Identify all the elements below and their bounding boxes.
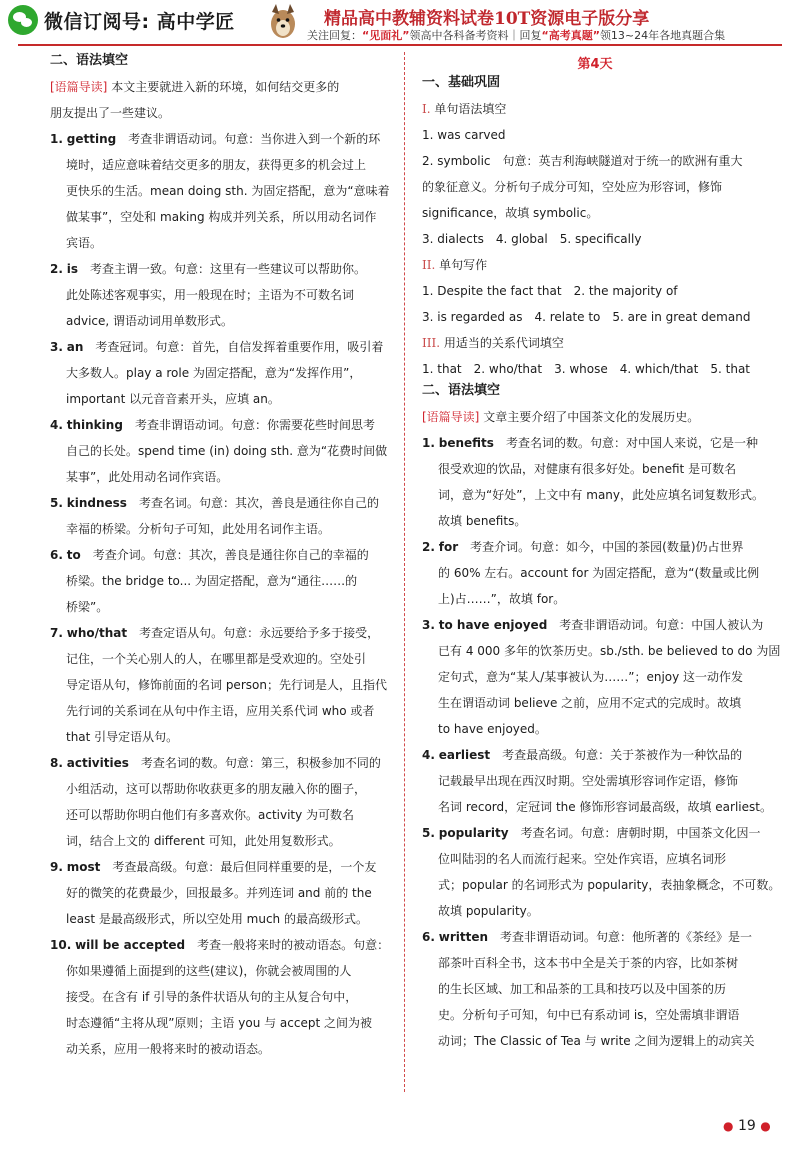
answer-line: 好的微笑的花费最少，回报最多。并列连词 and 前的 the	[66, 886, 372, 900]
explanation-text: 考查介词。句意：如今，中国的茶园(数量)仍占世界	[470, 540, 744, 554]
answer-keyword: activities	[66, 756, 129, 770]
page-header	[0, 0, 800, 46]
item-number: 3.	[422, 618, 435, 632]
answer-keyword: an	[66, 340, 84, 354]
answer-line	[50, 490, 392, 516]
answer-line: 境时，适应意味着结交更多的朋友，获得更多的机会过上	[66, 158, 367, 172]
ad-sub-text: 关注回复：	[307, 29, 362, 42]
answer-list	[50, 126, 392, 1062]
subsection-title	[422, 96, 768, 122]
item-number: 5.	[50, 496, 63, 510]
left-column	[50, 52, 392, 1062]
guide-text: 本文主要就进入新的环境，如何结交更多的	[111, 80, 340, 94]
answer-list	[422, 430, 781, 1054]
answer-line: 更快乐的生活。mean doing sth. 为固定搭配，意为“意味着	[66, 184, 390, 198]
answer-line	[50, 932, 392, 958]
answer-line	[50, 126, 392, 152]
answer-keyword: benefits	[438, 436, 494, 450]
answer-line: 1. Despite the fact that 2. the majority of	[422, 284, 678, 298]
subsection-text: 单句写作	[439, 258, 488, 272]
answer-line: least 是最高级形式，所以空处用 much 的最高级形式。	[66, 912, 368, 926]
page-dot-icon: ●	[723, 1119, 734, 1133]
answer-line: 式；popular 的名词形式为 popularity，表抽象概念，不可数。	[438, 878, 781, 892]
answer-item	[422, 612, 781, 742]
item-number: 9.	[50, 860, 63, 874]
answer-line: advice, 谓语动词用单数形式。	[66, 314, 234, 328]
answer-item	[50, 932, 392, 1062]
answer-line: 的 60% 左右。account for 为固定搭配，意为“(数量或比例	[438, 566, 760, 580]
answer-keyword: thinking	[66, 418, 123, 432]
answer-line	[422, 612, 768, 638]
section-title: 二、语法填空	[50, 53, 129, 68]
answer-keyword: to have enjoyed	[438, 618, 548, 632]
reading-guide	[50, 74, 392, 100]
answer-keyword: getting	[66, 132, 117, 146]
guide-text: 文章主要介绍了中国茶文化的发展历史。	[483, 410, 700, 424]
answer-line: 已有 4 000 多年的饮茶历史。sb./sth. be believed to do 为固	[438, 644, 781, 658]
answer-line	[422, 820, 768, 846]
roman-numeral: III.	[422, 336, 441, 350]
dog-mascot-icon	[266, 2, 300, 40]
answer-keyword: to	[66, 548, 81, 562]
guide-text: 朋友提出了一些建议。	[50, 106, 171, 120]
answer-line: 宾语。	[66, 236, 103, 250]
explanation-text: 考查介词。句意：其次，善良是通往你自己的幸福的	[92, 548, 369, 562]
answer-item	[50, 620, 392, 750]
answer-keyword: earliest	[438, 748, 491, 762]
explanation-text: 考查名词。句意：唐朝时期，中国茶文化因一	[520, 826, 761, 840]
answer-line	[50, 334, 392, 360]
item-number: 1.	[422, 436, 435, 450]
explanation-text: 考查非谓语动词。句意：当你进入到一个新的环	[128, 132, 381, 146]
answer-line: 某事”，此处用动名词作宾语。	[66, 470, 229, 484]
answer-item	[50, 412, 392, 490]
explanation-text: 考查定语从句。句意：永远要给予多于接受，	[139, 626, 380, 640]
item-number: 1.	[50, 132, 63, 146]
answer-line: 故填 benefits。	[438, 514, 527, 528]
answer-line: 小组活动，这可以帮助你收获更多的朋友融入你的圈子，	[66, 782, 367, 796]
answer-line: 很受欢迎的饮品，对健康有很多好处。benefit 是可数名	[438, 462, 737, 476]
page-number-text: 19	[737, 1118, 756, 1134]
answer-line: 史。分析句子可知，句中已有系动词 is，空处需填非谓语	[438, 1008, 740, 1022]
answer-line	[50, 750, 392, 776]
answer-line: 自己的长处。spend time (in) doing sth. 意为“花费时间做	[66, 444, 388, 458]
answer-line	[422, 742, 768, 768]
explanation-text: 考查最高级。句意：最后但同样重要的是，一个友	[112, 860, 377, 874]
answer-line: 时态遵循“主将从现”原则；主语 you 与 accept 之间为被	[66, 1016, 372, 1030]
answer-line	[50, 542, 392, 568]
answer-line	[50, 412, 392, 438]
answer-line: 记住，一个关心别人的人，在哪里都是受欢迎的。空处引	[66, 652, 367, 666]
answer-item	[422, 534, 768, 612]
answer-keyword: kindness	[66, 496, 127, 510]
page-number	[723, 1118, 771, 1134]
answer-line: 1. that 2. who/that 3. whose 4. which/that 5. that	[422, 362, 750, 376]
answer-item	[50, 490, 392, 542]
answer-line: 1. was carved	[422, 128, 506, 142]
answer-line: 词，意为“好处”，上文中有 many，此处应填名词复数形式。	[438, 488, 765, 502]
header-rule	[18, 44, 782, 46]
answer-keyword: who/that	[66, 626, 128, 640]
answer-line: important 以元音音素开头，应填 an。	[66, 392, 280, 406]
item-number: 4.	[422, 748, 435, 762]
answer-line: 做某事”，空处和 making 构成并列关系，所以用动名词作	[66, 210, 377, 224]
answer-line	[50, 854, 392, 880]
answer-line: 3. dialects 4. global 5. specifically	[422, 232, 642, 246]
ad-sub-text: 领高中各科备考资料｜回复	[409, 29, 542, 42]
answer-line: 词，结合上文的 different 可知，此处用复数形式。	[66, 834, 341, 848]
answer-line: 部茶叶百科全书，这本书中全是关于茶的内容，比如茶树	[438, 956, 739, 970]
answer-line: 位叫陆羽的名人而流行起来。空处作宾语，应填名词形	[438, 852, 727, 866]
answer-line: 记载最早出现在西汉时期。空处需填形容词作定语，修饰	[438, 774, 739, 788]
explanation-text: 考查一般将来时的被动语态。句意：	[197, 938, 390, 952]
answer-line: 定句式，意为“某人/某事被认为……”；enjoy 这一动作发	[438, 670, 744, 684]
answer-line: 接受。在含有 if 引导的条件状语从句的主从复合句中，	[66, 990, 358, 1004]
answer-item	[50, 126, 392, 256]
wechat-account-title: 微信订阅号: 高中学匠	[44, 11, 235, 33]
item-number: 2.	[422, 540, 435, 554]
item-number: 10.	[50, 938, 72, 952]
item-number: 8.	[50, 756, 63, 770]
answer-keyword: will be accepted	[75, 938, 186, 952]
answer-keyword: for	[438, 540, 459, 554]
answer-keyword: written	[438, 930, 489, 944]
answer-line: 大多数人。play a role 为固定搭配，意为“发挥作用”，	[66, 366, 362, 380]
explanation-text: 考查冠词。句意：首先，自信发挥着重要作用，吸引着	[95, 340, 384, 354]
subsection-title	[422, 330, 768, 356]
answer-item	[422, 742, 772, 820]
answer-item	[50, 256, 392, 334]
answer-line: 的生长区域、加工和品茶的工具和技巧以及中国茶的历	[438, 982, 727, 996]
explanation-text: 考查主谓一致。句意：这里有一些建议可以帮助你。	[90, 262, 367, 276]
answer-line: 此处陈述客观事实，用一般现在时；主语为不可数名词	[66, 288, 355, 302]
column-divider	[404, 52, 405, 1092]
answer-keyword: popularity	[438, 826, 509, 840]
answer-item	[422, 924, 768, 1054]
wechat-logo-icon	[8, 5, 38, 35]
reading-guide	[422, 404, 768, 430]
roman-numeral: II.	[422, 258, 436, 272]
answer-line: 先行词的关系词在从句中作主语，应用关系代词 who 或者	[66, 704, 375, 718]
answer-line	[422, 924, 768, 950]
roman-numeral: I.	[422, 102, 431, 116]
answer-line	[50, 620, 392, 646]
answer-item	[50, 542, 392, 620]
guide-tag: [语篇导读]	[422, 410, 480, 424]
answer-line: 生在谓语动词 believe 之前，应用不定式的完成时。故填	[438, 696, 742, 710]
page-dot-icon: ●	[760, 1119, 771, 1133]
answer-line: significance，故填 symbolic。	[422, 206, 599, 220]
item-number: 6.	[50, 548, 63, 562]
item-number: 2.	[50, 262, 63, 276]
explanation-text: 考查非谓语动词。句意：中国人被认为	[559, 618, 764, 632]
ad-subtitle	[307, 27, 725, 43]
answer-item	[50, 750, 392, 854]
explanation-text: 考查非谓语动词。句意：他所著的《茶经》是一	[500, 930, 753, 944]
answer-item	[50, 854, 392, 932]
item-number: 7.	[50, 626, 63, 640]
answer-line: 3. is regarded as 4. relate to 5. are in great demand	[422, 310, 751, 324]
answer-line: 动词；The Classic of Tea 与 write 之间为逻辑上的动宾关	[438, 1034, 755, 1048]
explanation-text: 考查最高级。句意：关于茶被作为一种饮品的	[502, 748, 743, 762]
answer-keyword: is	[66, 262, 79, 276]
day-title: 第4天	[577, 57, 613, 72]
ad-sub-keyword: “见面礼”	[362, 29, 410, 42]
answer-line: 名词 record，定冠词 the 修饰形容词最高级，故填 earliest。	[438, 800, 772, 814]
explanation-text: 考查名词的数。句意：对中国人来说，它是一种	[505, 436, 758, 450]
subsection-text: 用适当的关系代词填空	[443, 336, 564, 350]
answer-item	[50, 334, 392, 412]
answer-line	[422, 430, 768, 456]
explanation-text: 考查名词。句意：其次，善良是通往你自己的	[138, 496, 379, 510]
answer-line: that 引导定语从句。	[66, 730, 179, 744]
item-number: 6.	[422, 930, 435, 944]
answer-line: 的象征意义。分析句子成分可知，空处应为形容词，修饰	[422, 180, 723, 194]
item-number: 5.	[422, 826, 435, 840]
section-title: 二、语法填空	[422, 383, 501, 398]
answer-line	[50, 256, 392, 282]
answer-line: 桥梁。the bridge to... 为固定搭配，意为“通往……的	[66, 574, 358, 588]
guide-tag: [语篇导读]	[50, 80, 108, 94]
explanation-text: 考查非谓语动词。句意：你需要花些时间思考	[134, 418, 375, 432]
answer-line: 桥梁”。	[66, 600, 109, 614]
answer-line: 导定语从句，修饰前面的名词 person；先行词是人，且指代	[66, 678, 387, 692]
ad-title: 精品高中教辅资料试卷10T资源电子版分享	[324, 9, 650, 29]
answer-line: 还可以帮助你明白他们有多喜欢你。activity 为可数名	[66, 808, 355, 822]
ad-sub-text: 领13~24年各地真题合集	[599, 29, 726, 42]
answer-line: 故填 popularity。	[438, 904, 539, 918]
answer-keyword: most	[66, 860, 101, 874]
answer-line: 动关系，应用一般将来时的被动语态。	[66, 1042, 271, 1056]
item-number: 4.	[50, 418, 63, 432]
answer-item	[422, 820, 781, 924]
subsection-text: 单句语法填空	[434, 102, 507, 116]
answer-line	[422, 534, 768, 560]
section-title: 一、基础巩固	[422, 75, 501, 90]
answer-line: 你如果遵循上面提到的这些(建议)，你就会被周围的人	[66, 964, 352, 978]
answer-item	[422, 430, 768, 534]
answer-line: 上)占……”，故填 for。	[438, 592, 566, 606]
answer-line: to have enjoyed。	[438, 722, 547, 736]
answer-line: 2. symbolic 句意：英吉利海峡隧道对于统一的欧洲有重大	[422, 154, 743, 168]
ad-sub-keyword: “高考真题”	[541, 29, 600, 42]
right-column	[422, 52, 781, 1054]
item-number: 3.	[50, 340, 63, 354]
subsection-title	[422, 252, 768, 278]
answer-line: 幸福的桥梁。分析句子可知，此处用名词作主语。	[66, 522, 331, 536]
explanation-text: 考查名词的数。句意：第三，积极参加不同的	[140, 756, 381, 770]
